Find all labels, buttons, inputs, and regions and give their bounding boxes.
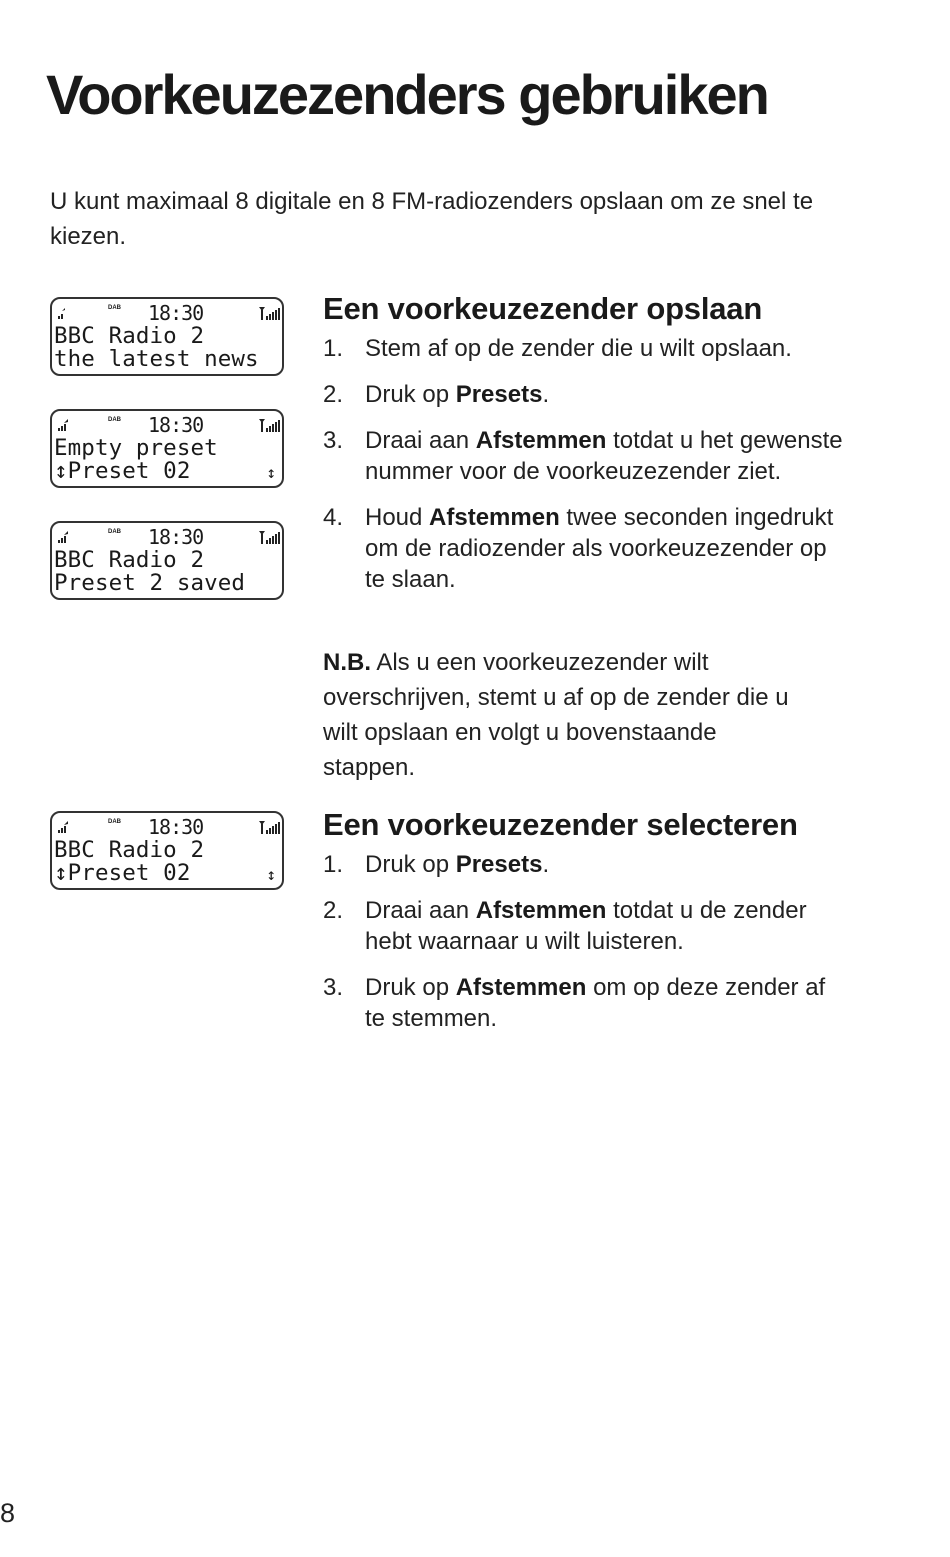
- step-text: Houd: [365, 504, 430, 531]
- step-keyword: Afstemmen: [429, 504, 560, 531]
- lcd-time: 18:30: [148, 413, 204, 437]
- antenna-signal-icon: [258, 306, 282, 320]
- step-text: Druk op: [365, 851, 456, 878]
- list-item: [323, 895, 843, 957]
- step-keyword: Presets: [455, 851, 543, 878]
- step-text: Draai aan: [365, 897, 476, 924]
- lcd-display-3: [50, 521, 284, 600]
- lcd-time: 18:30: [148, 525, 204, 549]
- step-number: 1.: [323, 335, 344, 362]
- up-down-arrow-icon: ↕: [266, 463, 276, 482]
- step-keyword: Presets: [455, 381, 543, 408]
- step-text: Stem af op de zender die u wilt opslaan.: [365, 335, 792, 362]
- step-number: 2.: [323, 897, 344, 924]
- section-heading-select: Een voorkeuzezender selecteren: [323, 807, 798, 842]
- step-text: Draai aan: [365, 427, 476, 454]
- lcd-line-2: the latest news: [54, 346, 259, 372]
- list-item: [323, 849, 843, 880]
- list-item: [323, 379, 843, 410]
- lcd-line-2: ↕Preset 02: [54, 860, 191, 886]
- dab-indicator: DAB: [108, 819, 121, 825]
- select-steps-list: [323, 849, 843, 1049]
- save-steps-list: [323, 333, 843, 610]
- lcd-display-4: [50, 811, 284, 890]
- antenna-signal-icon: [258, 530, 282, 544]
- list-item: [323, 502, 843, 595]
- step-number: 1.: [323, 851, 344, 878]
- dab-indicator: DAB: [108, 305, 121, 311]
- step-text: Druk op: [365, 381, 456, 408]
- step-keyword: Afstemmen: [455, 974, 587, 1001]
- note-text: Als u een voorkeuzezender wilt overschrijven, stemt u af op de zender die u wilt opslaan en volgt u bovenstaande stappen.: [323, 649, 789, 781]
- signal-strength-icon: [58, 531, 72, 543]
- lcd-line-2: Preset 2 saved: [54, 570, 246, 596]
- antenna-signal-icon: [258, 418, 282, 432]
- step-number: 3.: [323, 974, 344, 1001]
- dab-indicator: DAB: [108, 529, 121, 535]
- list-item: [323, 425, 843, 487]
- step-text-after: .: [542, 851, 550, 878]
- step-text-after: om op deze zender af te stemmen.: [365, 974, 826, 1032]
- page-number: 8: [0, 1498, 16, 1528]
- signal-strength-icon: [58, 821, 72, 833]
- lcd-time: 18:30: [148, 815, 204, 839]
- step-number: 3.: [323, 427, 344, 454]
- up-down-arrow-icon: ↕: [266, 865, 276, 884]
- step-keyword: Afstemmen: [475, 897, 607, 924]
- dab-indicator: DAB: [108, 417, 121, 423]
- step-text: Druk op: [365, 974, 456, 1001]
- step-text-after: totdat u de zender hebt waarnaar u wilt luisteren.: [365, 897, 807, 955]
- lcd-display-2: [50, 409, 284, 488]
- step-keyword: Afstemmen: [475, 427, 607, 454]
- step-number: 2.: [323, 381, 344, 408]
- signal-strength-icon: [58, 307, 72, 319]
- signal-strength-icon: [58, 419, 72, 431]
- list-item: [323, 972, 843, 1034]
- note-paragraph: [323, 645, 813, 785]
- section-heading-save: Een voorkeuzezender opslaan: [323, 291, 763, 326]
- step-number: 4.: [323, 504, 344, 531]
- page-title: Voorkeuzezenders gebruiken: [46, 63, 768, 126]
- intro-paragraph: U kunt maximaal 8 digitale en 8 FM-radiozenders opslaan om ze snel te kiezen.: [50, 188, 814, 250]
- lcd-line-1: BBC Radio 2: [54, 547, 205, 573]
- lcd-line-1: BBC Radio 2: [54, 837, 205, 863]
- step-text-after: .: [542, 381, 550, 408]
- step-text-after: totdat u het gewenste nummer voor de voorkeuzezender ziet.: [365, 427, 843, 485]
- lcd-line-2: ↕Preset 02: [54, 458, 191, 484]
- lcd-line-1: Empty preset: [54, 435, 218, 461]
- antenna-signal-icon: [258, 820, 282, 834]
- step-text-after: twee seconden ingedrukt om de radiozender als voorkeuzezender op te slaan.: [365, 504, 834, 593]
- note-label: N.B.: [323, 649, 371, 676]
- list-item: [323, 333, 843, 364]
- lcd-line-1: BBC Radio 2: [54, 323, 205, 349]
- lcd-time: 18:30: [148, 301, 204, 325]
- lcd-display-1: [50, 297, 284, 376]
